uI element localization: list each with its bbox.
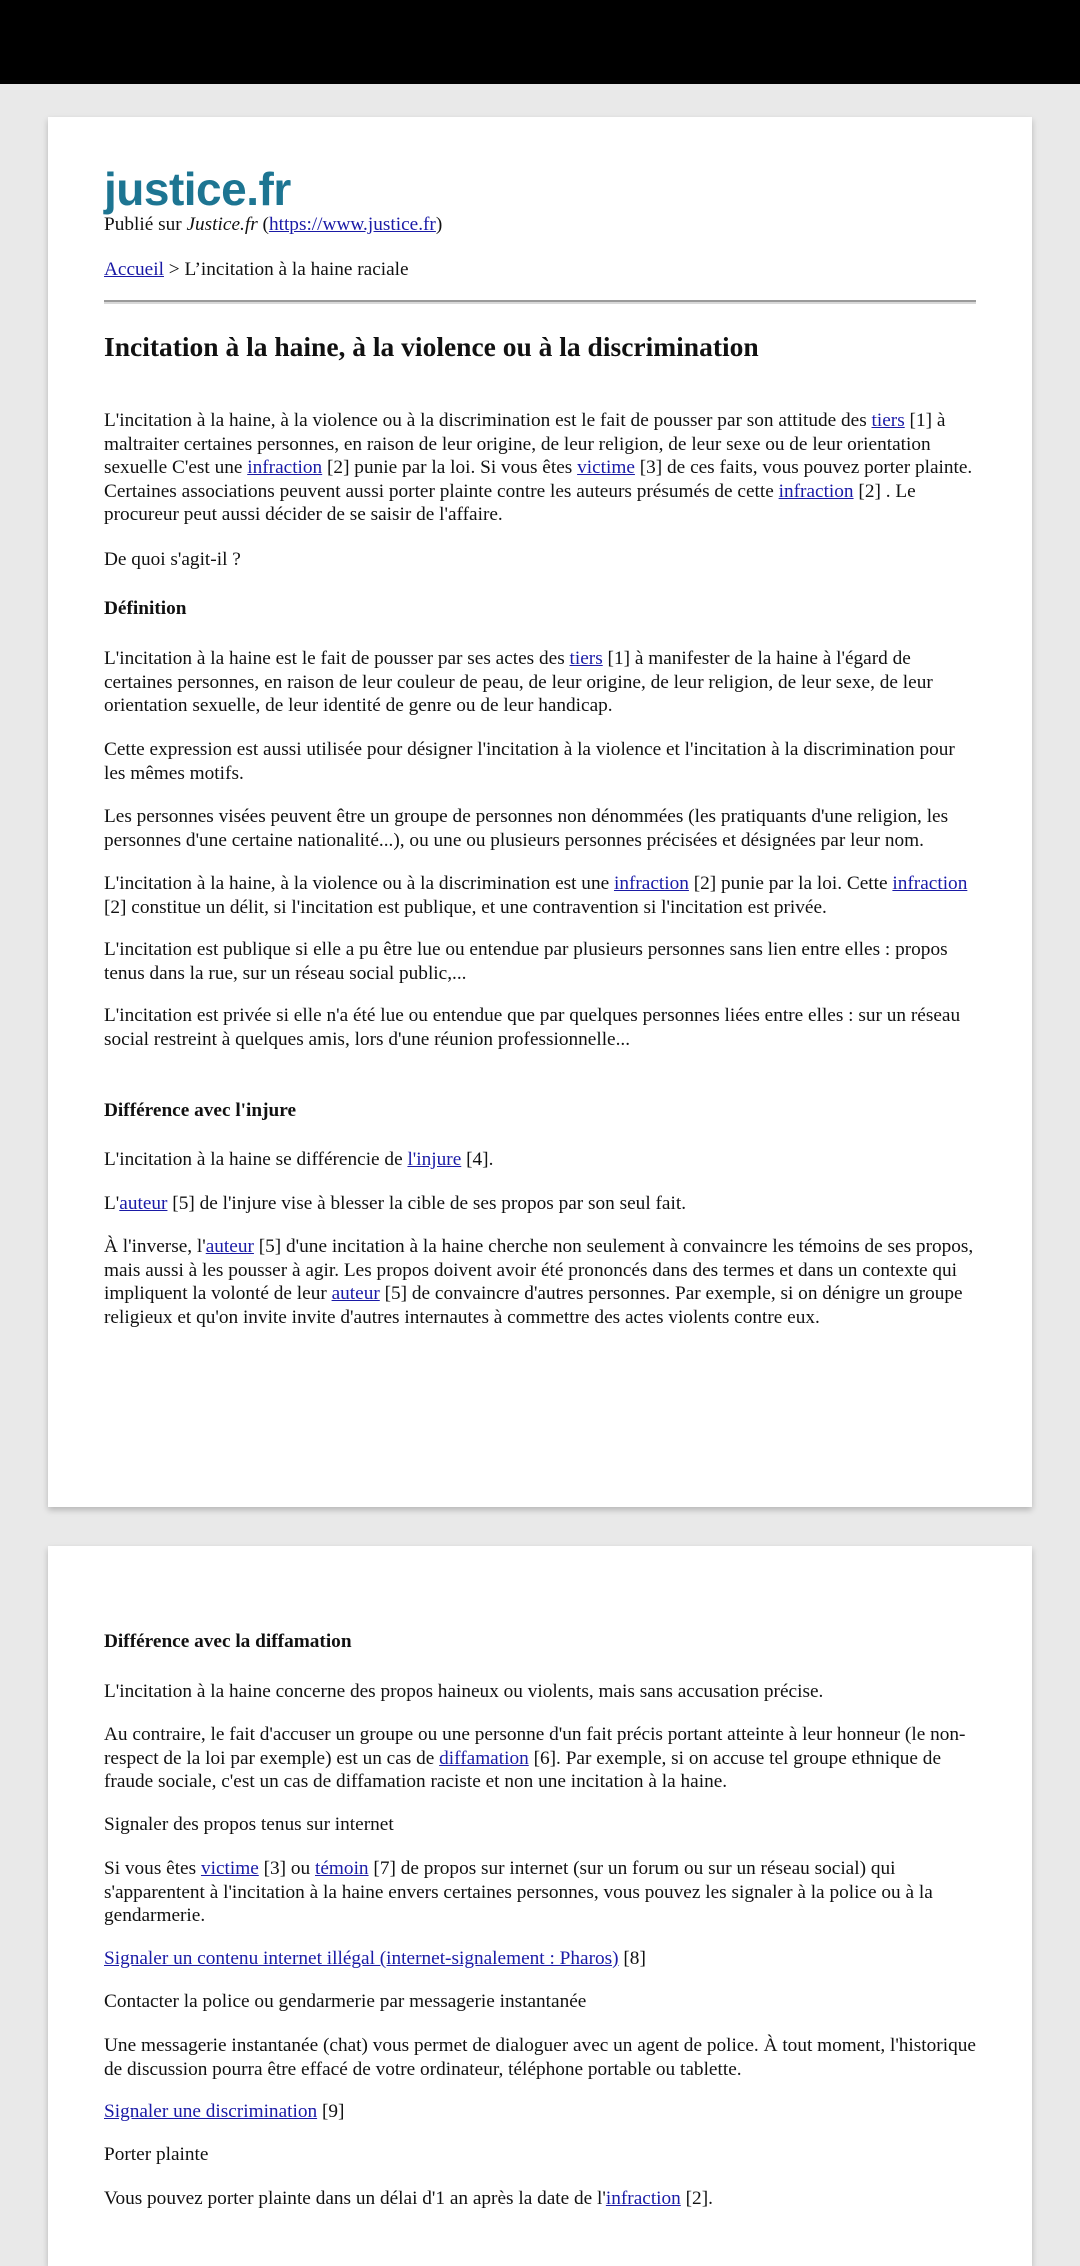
injure-paragraph-2: L'auteur [5] de l'injure vise à blesser la cible de ses propos par son seul fait. xyxy=(104,1193,687,1214)
breadcrumb-home-link[interactable]: Accueil xyxy=(104,259,164,280)
site-logo: justice.fr xyxy=(104,163,291,215)
definition-paragraph-1: L'incitation à la haine est le fait de pousser par ses actes des tiers [1] à manifester de la haine à l'égard de certaines personnes, en raison de leur couleur de peau, de leur origine, de leur religion, de leur sexe, de leur orientation sexuelle, de leur identité de genre ou de leur handicap. xyxy=(104,648,933,716)
intro-paragraph: L'incitation à la haine, à la violence ou à la discrimination est le fait de pousser par son attitude des tiers [1] à maltraiter certaines personnes, en raison de leur origine, de leur religion, de leur sexe ou de leur orientation sexuelle C'est une infraction [2] punie par la loi. Si vous êtes victime [3] de ces faits, vous pouvez porter plainte. Certaines associations peuvent aussi porter plainte contre les auteurs présumés de cette infraction [2] . Le procureur peut aussi décider de se saisir de l'affaire. xyxy=(104,410,973,525)
glossary-link-auteur[interactable]: auteur xyxy=(331,1283,380,1304)
section-what: De quoi s'agit-il ? xyxy=(104,549,241,570)
definition-paragraph-2: Cette expression est aussi utilisée pour désigner l'incitation à la violence et l'incitation à la discrimination pour les mêmes motifs. xyxy=(104,739,955,784)
site-url-link[interactable]: https://www.justice.fr xyxy=(268,214,436,235)
published-line: Publié sur Justice.fr (https://www.justice.fr) xyxy=(104,214,443,235)
heading-definition: Définition xyxy=(104,598,187,619)
diffamation-paragraph-2: Au contraire, le fait d'accuser un groupe ou une personne d'un fait précis portant atteinte à leur honneur (le non-respect de la loi par exemple) est un cas de diffamation [6]. Par exemple, si on accuse tel groupe ethnique de fraude sociale, c'est un cas de diffamation raciste et non une incitation à la haine. xyxy=(104,1724,966,1792)
internet-paragraph: Si vous êtes victime [3] ou témoin [7] de propos sur internet (sur un forum ou sur un réseau social) qui s'apparentent à l'incitation à la haine envers certaines personnes, vous pouvez les signaler à la police ou à la gendarmerie. xyxy=(104,1858,933,1926)
plainte-paragraph: Vous pouvez porter plainte dans un délai d'1 an après la date de l'infraction [2]. xyxy=(104,2188,713,2209)
site-name: Justice.fr xyxy=(186,214,258,235)
glossary-link-infraction[interactable]: infraction xyxy=(892,873,968,894)
glossary-link-infraction[interactable]: infraction xyxy=(778,480,854,502)
top-black-bar xyxy=(0,0,1080,84)
injure-paragraph-1: L'incitation à la haine se différencie de l'injure [4]. xyxy=(104,1149,494,1170)
glossary-link-infraction[interactable]: infraction xyxy=(605,2188,681,2209)
heading-diffamation: Différence avec la diffamation xyxy=(104,1631,352,1652)
definition-paragraph-5: L'incitation est publique si elle a pu être lue ou entendue par plusieurs personnes sans lien entre elles : propos tenus dans la rue, sur un réseau social public,... xyxy=(104,939,948,984)
definition-paragraph-4: L'incitation à la haine, à la violence ou à la discrimination est une infraction [2] punie par la loi. Cette infraction [2] constitue un délit, si l'incitation est publique, et une contravention si l'incitation est privée. xyxy=(104,873,968,918)
diffamation-paragraph-1: L'incitation à la haine concerne des propos haineux ou violents, mais sans accusation précise. xyxy=(104,1681,824,1702)
glossary-link-tiers[interactable]: tiers xyxy=(569,648,603,669)
glossary-link-diffamation[interactable]: diffamation xyxy=(439,1747,529,1769)
definition-paragraph-6: L'incitation est privée si elle n'a été lue ou entendue que par quelques personnes liées entre elles : sur un réseau social restreint à quelques amis, lors d'une réunion professionnelle... xyxy=(104,1005,961,1050)
heading-internet: Signaler des propos tenus sur internet xyxy=(104,1814,394,1835)
glossary-link-auteur[interactable]: auteur xyxy=(119,1193,168,1214)
glossary-link-infraction[interactable]: infraction xyxy=(613,873,689,894)
discrimination-report-link[interactable]: Signaler une discrimination xyxy=(104,2101,318,2122)
heading-plainte: Porter plainte xyxy=(104,2144,209,2165)
glossary-link-victime[interactable]: victime xyxy=(200,1858,259,1879)
breadcrumb-current: L’incitation à la haine raciale xyxy=(184,259,409,280)
glossary-link-injure[interactable]: l'injure xyxy=(407,1149,462,1170)
document-page-1 xyxy=(48,117,1032,1507)
glossary-link-temoin[interactable]: témoin xyxy=(315,1858,369,1879)
glossary-link-auteur[interactable]: auteur xyxy=(205,1236,254,1257)
heading-chat: Contacter la police ou gendarmerie par messagerie instantanée xyxy=(104,1991,587,2012)
page-title: Incitation à la haine, à la violence ou à la discrimination xyxy=(104,331,759,362)
heading-injure: Différence avec l'injure xyxy=(104,1100,297,1121)
glossary-link-tiers[interactable]: tiers xyxy=(871,410,905,431)
pharos-line: Signaler un contenu internet illégal (internet-signalement : Pharos) [8] xyxy=(104,1948,646,1969)
glossary-link-infraction[interactable]: infraction xyxy=(247,457,323,478)
discrimination-line: Signaler une discrimination [9] xyxy=(104,2101,345,2122)
glossary-link-victime[interactable]: victime xyxy=(577,457,635,478)
chat-paragraph: Une messagerie instantanée (chat) vous permet de dialoguer avec un agent de police. À tout moment, l'historique de discussion pourra être effacé de votre ordinateur, téléphone portable ou tablette. xyxy=(104,2035,976,2080)
document-page-2 xyxy=(48,1546,1032,2266)
pharos-report-link[interactable]: Signaler un contenu internet illégal (internet-signalement : Pharos) xyxy=(104,1948,619,1969)
breadcrumb: Accueil > L’incitation à la haine raciale xyxy=(104,259,409,280)
separator-rule xyxy=(104,300,976,304)
definition-paragraph-3: Les personnes visées peuvent être un groupe de personnes non dénommées (les pratiquants d'une religion, les personnes d'une certaine nationalité...), ou une ou plusieurs personnes précisées et désignées par leur nom. xyxy=(104,806,949,851)
injure-paragraph-3: À l'inverse, l'auteur [5] d'une incitation à la haine cherche non seulement à convaincre les témoins de ses propos, mais aussi à les pousser à agir. Les propos doivent avoir été prononcés dans des termes et dans un contexte qui impliquent la volonté de leur auteur [5] de convaincre d'autres personnes. Par exemple, si on dénigre un groupe religieux et qu'on invite invite d'autres internautes à commettre des actes violents contre eux. xyxy=(104,1236,974,1328)
